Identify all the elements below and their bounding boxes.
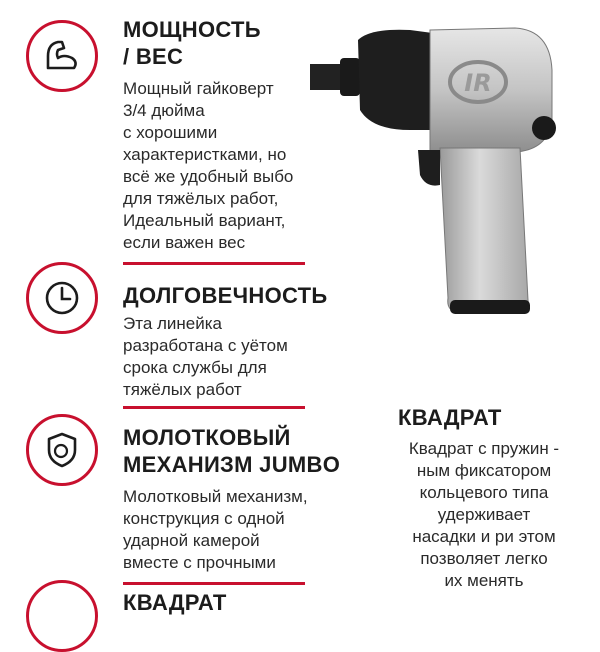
feature-icon-hammer — [26, 414, 98, 486]
feature-title-durability: ДОЛГОВЕЧНОСТЬ — [123, 283, 328, 308]
feature-desc-power: Мощный гайковерт 3/4 дюйма с хорошими характеристками, но всё же удобный выбо для тяжёлых работ, Идеальный вариант, если важен вес — [123, 79, 294, 252]
clock-icon — [42, 278, 82, 318]
divider — [123, 406, 305, 409]
shield-icon — [42, 430, 82, 470]
feature-title-partial: КВАДРАТ — [123, 590, 227, 615]
feature-icon-durability — [26, 262, 98, 334]
divider — [123, 262, 305, 265]
feature-icon-power-weight — [26, 20, 98, 92]
bicep-icon — [42, 36, 82, 76]
feature-title-power: МОЩНОСТЬ / ВЕС — [123, 17, 261, 69]
air-inlet-base — [450, 300, 530, 314]
trigger — [418, 150, 440, 186]
feature-desc-hammer: Молотковый механизм, конструкция с одной ударной камерой вместе с прочными — [123, 487, 308, 572]
impact-wrench-image — [300, 0, 600, 330]
hammer-housing — [358, 30, 440, 130]
reverse-knob — [532, 116, 556, 140]
divider — [123, 582, 305, 585]
feature-desc-durability: Эта линейка разработана с уётом срока службы для тяжёлых работ — [123, 314, 288, 399]
feature-icon-partial — [26, 580, 98, 652]
side-feature-title: КВАДРАТ — [398, 405, 502, 430]
square-drive — [310, 64, 340, 90]
brand-logo: IR — [464, 69, 492, 97]
side-feature-desc: Квадрат с пружин - ным фиксатором кольцевого типа удерживает насадки и ри этом позволяет легко их менять — [408, 439, 560, 590]
handle — [440, 148, 528, 312]
feature-title-hammer: МОЛОТКОВЫЙ МЕХАНИЗМ JUMBO — [123, 425, 341, 477]
